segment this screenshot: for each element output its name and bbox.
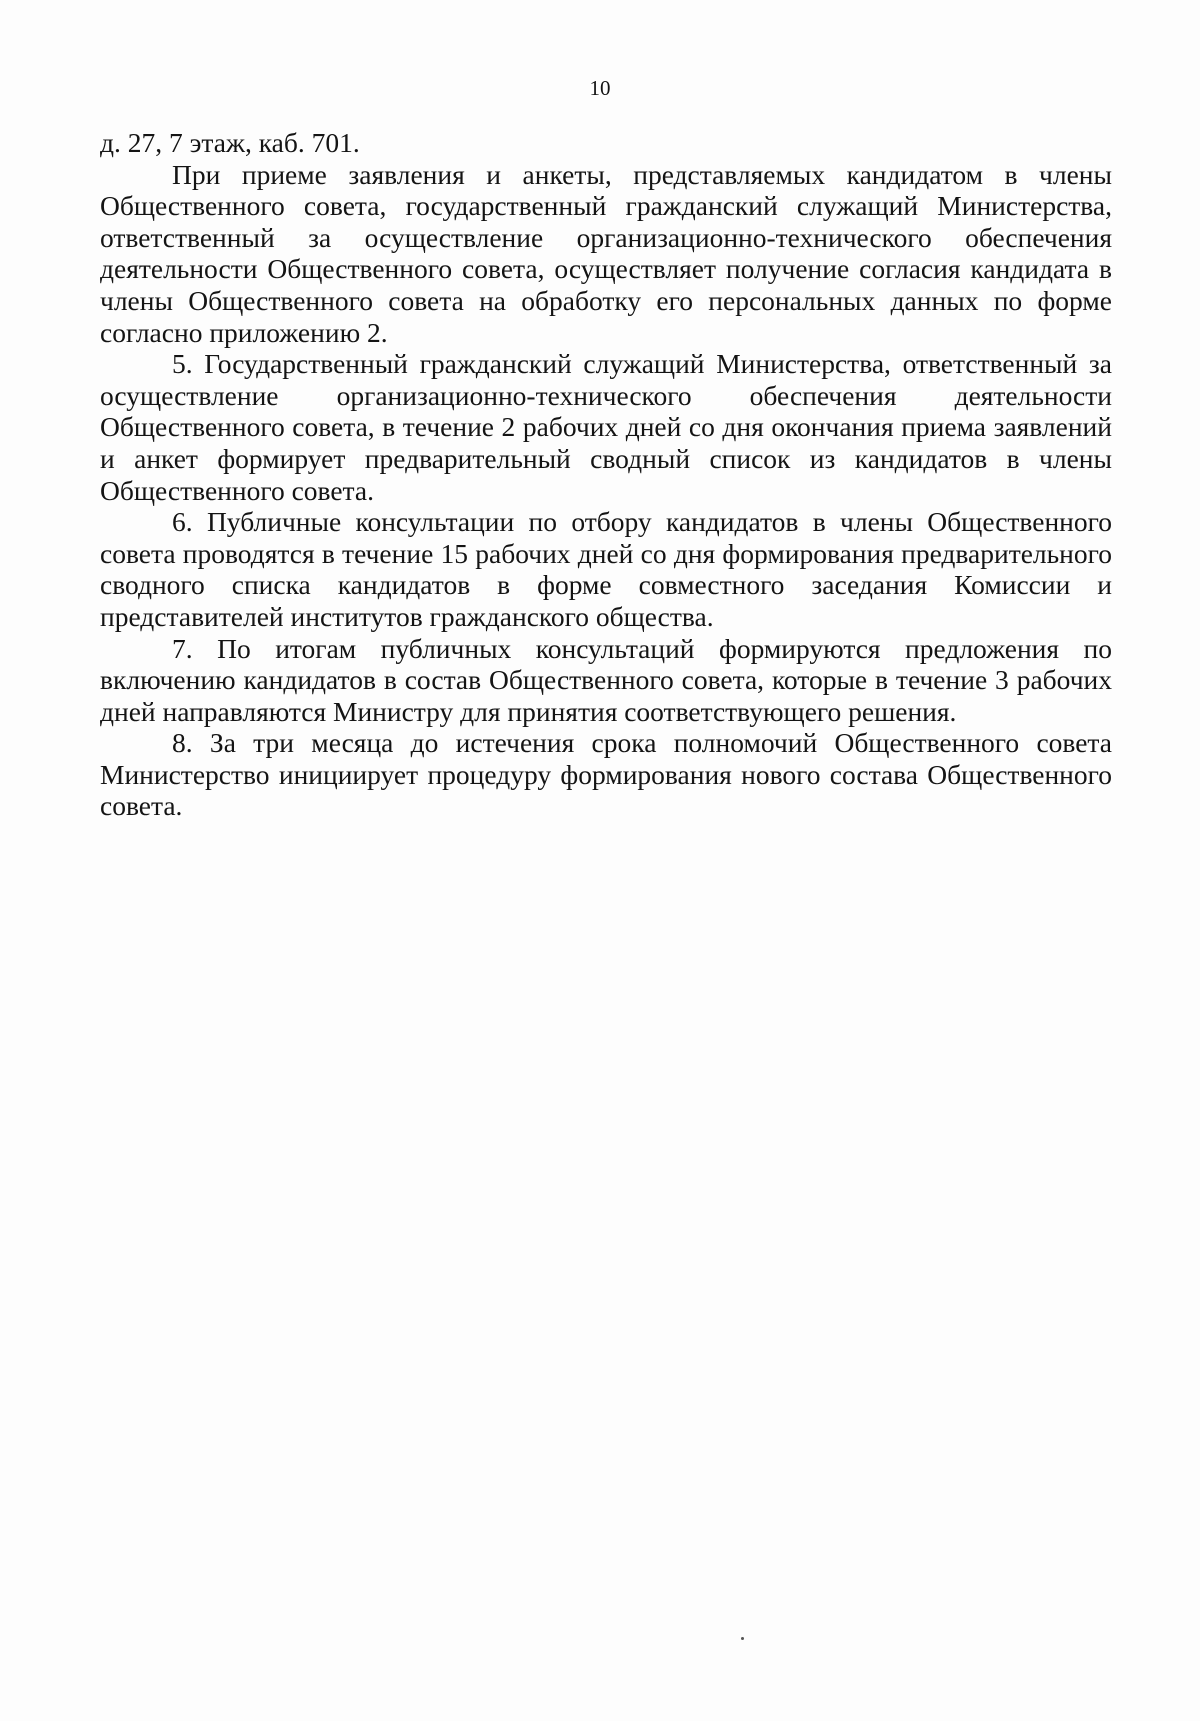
paragraph-item-5: 5. Государственный гражданский служащий Министерства, ответственный за осуществление организационно-технического обеспечения деятельности Общественного совета, в течение 2 рабочих дней со дня окончания приема заявлений и анкет формирует предварительный сводный список из кандидатов в члены Общественного совета. bbox=[100, 348, 1112, 506]
paragraph-item-8: 8. За три месяца до истечения срока полномочий Общественного совета Министерство инициирует процедуру формирования нового состава Общественного совета. bbox=[100, 727, 1112, 822]
page-number: 10 bbox=[589, 76, 611, 100]
paragraph-item-6: 6. Публичные консультации по отбору кандидатов в члены Общественного совета проводятся в течение 15 рабочих дней со дня формирования предварительного сводного списка кандидатов в форме совместного заседания Комиссии и представителей институтов гражданского общества. bbox=[100, 506, 1112, 632]
scan-dot bbox=[741, 1637, 744, 1640]
paragraph-consent: При приеме заявления и анкеты, представляемых кандидатом в члены Общественного совета, государственный гражданский служащий Министерства, ответственный за осуществление организационно-технического обеспечения деятельности Общественного совета, осуществляет получение согласия кандидата в члены Общественного совета на обработку его персональных данных по форме согласно приложению 2. bbox=[100, 158, 1112, 348]
document-body bbox=[100, 127, 1112, 822]
paragraph-address: д. 27, 7 этаж, каб. 701. bbox=[100, 127, 360, 158]
paragraph-item-7: 7. По итогам публичных консультаций формируются предложения по включению кандидатов в состав Общественного совета, которые в течение 3 рабочих дней направляются Министру для принятия соответствующего решения. bbox=[100, 632, 1112, 727]
